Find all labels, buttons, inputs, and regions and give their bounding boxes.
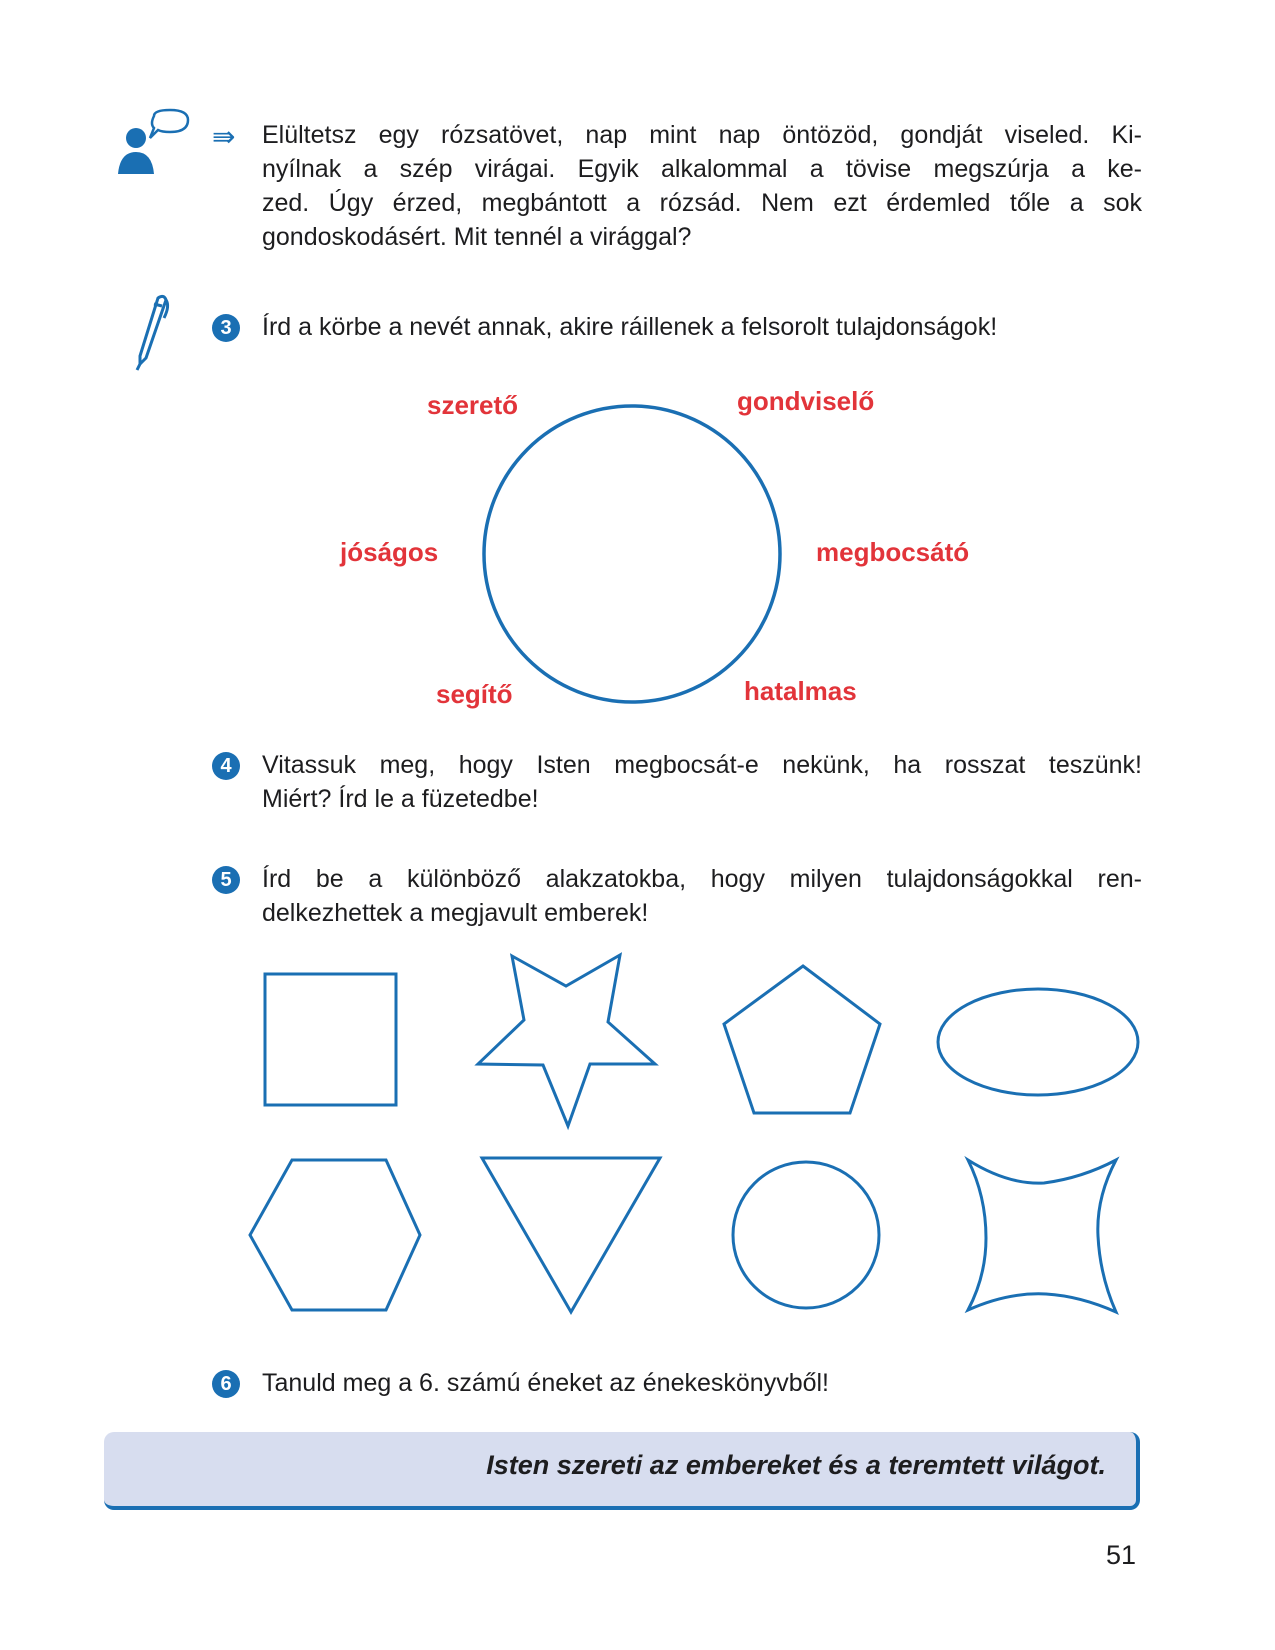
hexagon-shape[interactable] xyxy=(250,1160,420,1310)
trait-hatalmas: hatalmas xyxy=(744,676,857,706)
trait-josagos: jóságos xyxy=(340,537,439,567)
summary-banner xyxy=(104,1432,1140,1510)
task-4-line: Miért? Írd le a füzetedbe! xyxy=(262,785,539,813)
discussion-line: gondoskodásért. Mit tennél a virággal? xyxy=(262,223,692,251)
summary-text: Isten szereti az embereket és a teremtett világot. xyxy=(486,1450,1106,1480)
star-shape[interactable] xyxy=(478,955,655,1126)
task-6-text: Tanuld meg a 6. számú éneket az énekeskönyvből! xyxy=(262,1369,830,1397)
trait-segito: segítő xyxy=(436,679,513,709)
ellipse-shape[interactable] xyxy=(938,989,1138,1095)
task-3-number: 3 xyxy=(212,314,240,342)
triangle-shape[interactable] xyxy=(482,1158,660,1312)
discussion-line: Elültetsz egy rózsatövet, nap mint nap öntözöd, gondját viseled. Ki- xyxy=(262,121,1142,149)
trait-szereto: szerető xyxy=(427,390,519,420)
four-point-star-shape[interactable] xyxy=(968,1160,1116,1312)
trait-gondviselo: gondviselő xyxy=(737,386,875,416)
square-shape[interactable] xyxy=(265,974,396,1105)
pentagon-shape[interactable] xyxy=(724,966,880,1113)
task-5-line: Írd be a különböző alakzatokba, hogy milyen tulajdonságokkal ren- xyxy=(262,865,1142,893)
task-3-text: Írd a körbe a nevét annak, akire ráillenek a felsorolt tulajdonságok! xyxy=(262,313,998,341)
page-number: 51 xyxy=(1106,1540,1137,1570)
discussion-line: nyílnak a szép virágai. Egyik alkalommal a tövise megszúrja a ke- xyxy=(262,155,1142,183)
task-4-number: 4 xyxy=(212,752,240,780)
circle-shape[interactable] xyxy=(733,1162,879,1308)
discussion-line: zed. Úgy érzed, megbántott a rózsád. Nem ezt érdemled tőle a sok xyxy=(262,189,1142,217)
task-6-number: 6 xyxy=(212,1370,240,1398)
trait-megbocsato: megbocsátó xyxy=(816,537,970,567)
task-5-line: delkezhettek a megjavult emberek! xyxy=(262,899,649,927)
arrow-icon: ⇛ xyxy=(212,121,236,152)
task-5-number: 5 xyxy=(212,866,240,894)
task-4-line: Vitassuk meg, hogy Isten megbocsát-e nekünk, ha rosszat teszünk! xyxy=(262,751,1142,779)
